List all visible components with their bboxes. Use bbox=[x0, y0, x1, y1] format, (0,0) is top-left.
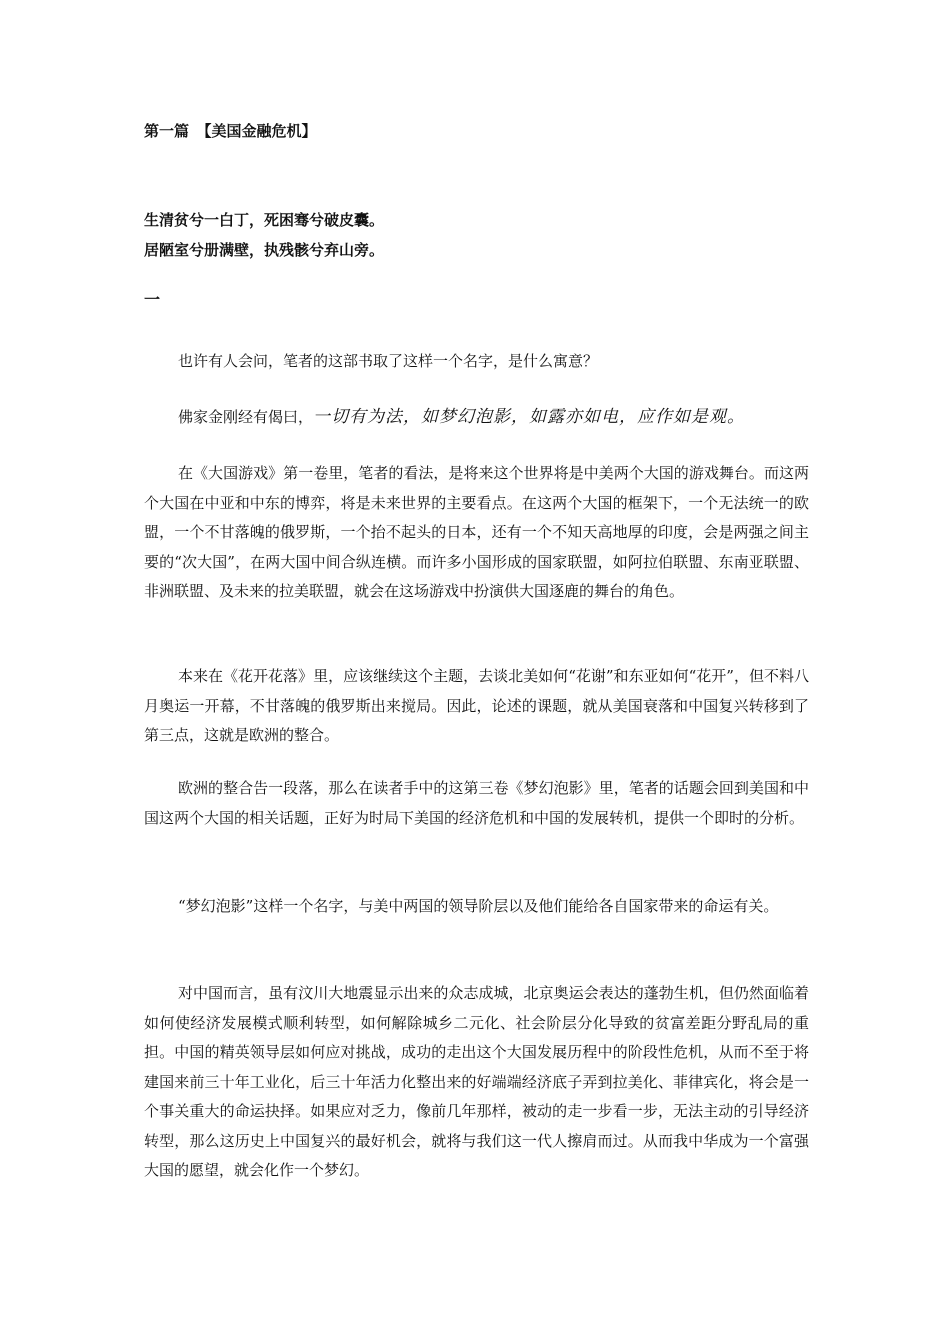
paragraph: 在《大国游戏》第一卷里，笔者的看法，是将来这个世界将是中美两个大国的游戏舞台。而这两个大国在中亚和中东的博弈，将是未来世界的主要看点。在这两个大国的框架下，一个无法统一的欧盟，一个不甘落魄的俄罗斯，一个抬不起头的日本，还有一个不知天高地厚的印度，会是两强之间主要的“次大国”，在两大国中间合纵连横。而许多小国形成的国家联盟，如阿拉伯联盟、东南亚联盟、非洲联盟、及未来的拉美联盟，就会在这场游戏中扮演供大国逐鹿的舞台的角色。 bbox=[144, 464, 809, 600]
paragraph: 本来在《花开花落》里，应该继续这个主题，去谈北美如何“花谢”和东亚如何“花开”，但不料八月奥运一开幕，不甘落魄的俄罗斯出来搅局。因此，论述的课题，就从美国衰落和中国复兴转移到了第三点，这就是欧洲的整合。 bbox=[144, 667, 809, 744]
chapter-title: 第一篇 【美国金融危机】 bbox=[144, 122, 317, 140]
sutra-quote: 一切有为法，如梦幻泡影，如露亦如电，应作如是观。 bbox=[313, 407, 746, 427]
paragraph: 欧洲的整合告一段落，那么在读者手中的这第三卷《梦幻泡影》里，笔者的话题会回到美国和中国这两个大国的相关话题，正好为时局下美国的经济危机和中国的发展转机，提供一个即时的分析。 bbox=[144, 779, 809, 827]
paragraph-lead: 佛家金刚经有偈曰， bbox=[178, 408, 314, 426]
paragraph: 对中国而言，虽有汶川大地震显示出来的众志成城，北京奥运会表达的蓬勃生机，但仍然面临着如何使经济发展模式顺利转型，如何解除城乡二元化、社会阶层分化导致的贫富差距分野乱局的重担。中国的精英领导层如何应对挑战，成功的走出这个大国发展历程中的阶段性危机，从而不至于将建国来前三十年工业化，后三十年活力化整出来的好端端经济底子弄到拉美化、菲律宾化，将会是一个事关重大的命运抉择。如果应对乏力，像前几年那样，被动的走一步看一步，无法主动的引导经济转型，那么这历史上中国复兴的最好机会，就将与我们这一代人擦肩而过。从而我中华成为一个富强大国的愿望，就会化作一个梦幻。 bbox=[144, 984, 809, 1179]
paragraph: “梦幻泡影”这样一个名字，与美中两国的领导阶层以及他们能给各自国家带来的命运有关。 bbox=[178, 897, 779, 915]
poem-line: 居陋室兮册满壁，执残骸兮弃山旁。 bbox=[144, 241, 385, 259]
paragraph bbox=[144, 403, 809, 433]
section-number: 一 bbox=[144, 290, 161, 309]
poem-block bbox=[144, 205, 384, 265]
poem-line: 生清贫兮一白丁，死困骞兮破皮囊。 bbox=[144, 211, 385, 229]
paragraph: 也许有人会问，笔者的这部书取了这样一个名字，是什么寓意？ bbox=[178, 352, 599, 370]
